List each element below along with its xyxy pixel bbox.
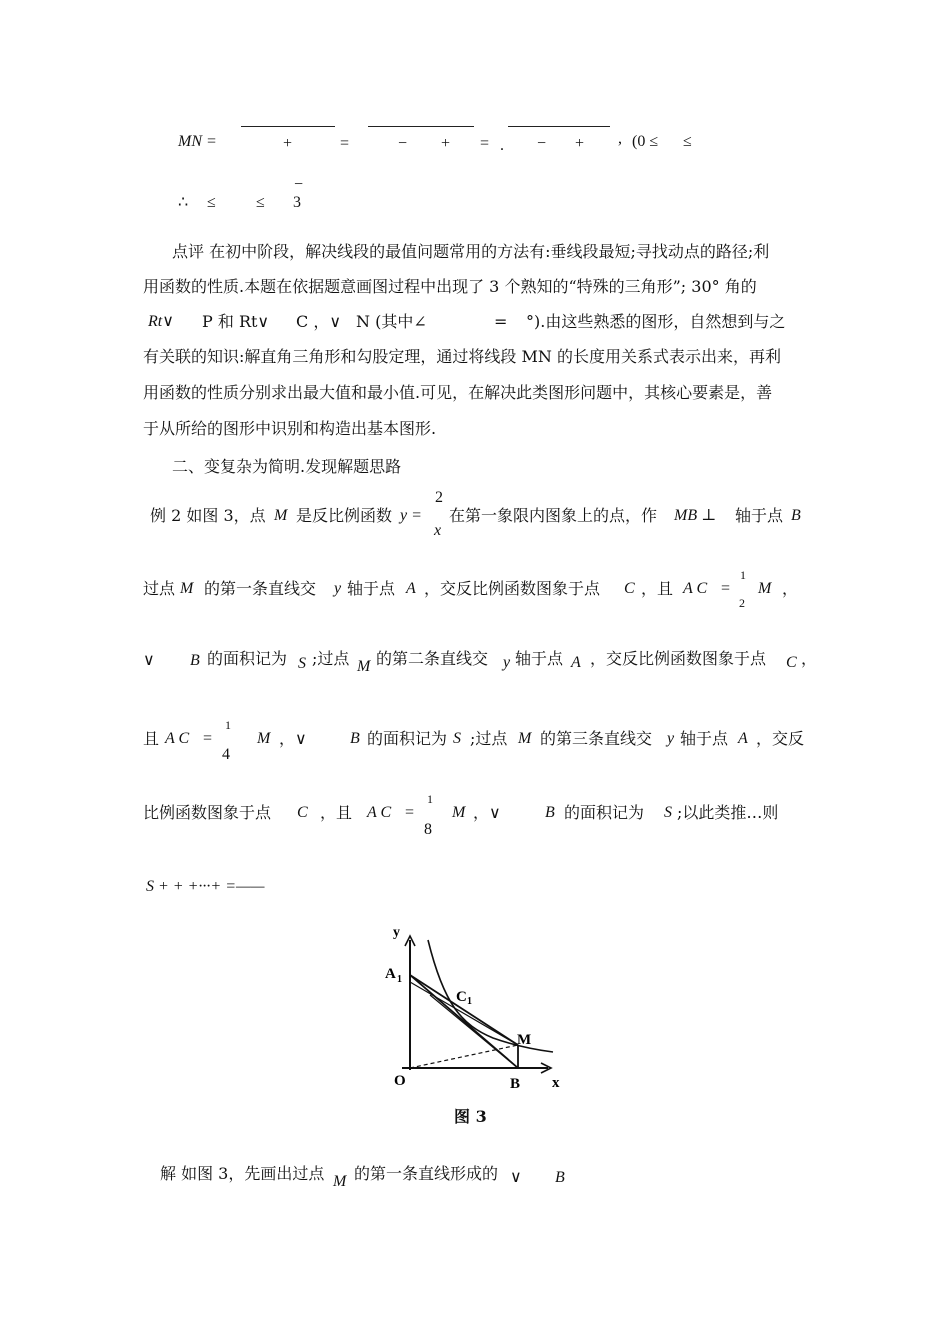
math-var: y (667, 730, 675, 747)
math-expr: A C (367, 804, 392, 821)
formula-le: ≤ (683, 133, 692, 150)
formula-dot: . (500, 137, 504, 154)
example-text: 轴于点 (515, 649, 564, 668)
math-var: C (786, 654, 797, 671)
example-text: ;以此类推…则 (677, 803, 779, 822)
formula-plus: + (441, 135, 451, 152)
formula-minus: − (537, 135, 547, 152)
formula-range: (0 ≤ (632, 133, 659, 150)
math-expr: y = (400, 507, 422, 524)
label-b: B (510, 1076, 521, 1092)
formula-le: ≤ (207, 194, 216, 211)
example-text: 例 2 如图 3，点 (150, 506, 266, 525)
comment-line-part: °).由这些熟悉的图形，自然想到与之 (526, 312, 786, 331)
formula-le: ≤ (256, 194, 265, 211)
solution-text: 解 如图 3，先画出过点 (160, 1164, 325, 1183)
math-expr: A C (683, 580, 708, 597)
example-text: 在第一象限内图象上的点，作 (449, 506, 658, 525)
comment-line-part: Rt∨ (148, 313, 174, 330)
fraction-numerator: 1 (740, 568, 746, 582)
example-text: 轴于点 (680, 729, 729, 748)
example-text: 的第三条直线交 (540, 729, 653, 748)
label-c1: C (456, 989, 467, 1005)
label-c1-subscript: 1 (467, 996, 472, 1007)
comment-line-part: P 和 Rt∨ (202, 312, 270, 331)
math-equals: = (203, 730, 213, 747)
section-heading: 二、变复杂为简明.发现解题思路 (172, 457, 402, 476)
math-var: M (274, 507, 288, 524)
example-text: ，且 (641, 579, 674, 598)
fraction-denominator: 2 (739, 596, 745, 610)
label-a1: A (385, 966, 396, 982)
math-expr: MB ⊥ (674, 507, 717, 524)
math-var: A (406, 580, 416, 597)
solution-text: 的第一条直线形成的 (354, 1164, 499, 1183)
fraction-denominator: 8 (424, 821, 432, 838)
example-text: 的面积记为 (367, 729, 448, 748)
example-text: 的第一条直线交 (204, 579, 317, 598)
comment-line: 点评 在初中阶段，解决线段的最值问题常用的方法有:垂线段最短;寻找动点的路径;利 (172, 242, 770, 261)
math-var: B (791, 507, 801, 524)
math-var: S (453, 730, 461, 747)
math-var: M (452, 804, 466, 821)
fraction-numerator: 1 (427, 792, 433, 806)
math-var: B (190, 652, 200, 669)
example-text: ，且 (320, 803, 353, 822)
math-var: A (571, 654, 581, 671)
triangle-symbol: ∨ (143, 652, 155, 669)
fraction-denominator: x (434, 522, 442, 539)
comment-line: 用函数的性质.本题在依据题意画图过程中出现了 3 个熟知的“特殊的三角形”; 30° 角的 (143, 277, 757, 296)
formula-minus: − (398, 135, 408, 152)
formula-three: 3 (293, 194, 301, 211)
example-text: ，∨ (473, 803, 501, 822)
example-text: ，∨ (279, 729, 307, 748)
example-text: 的面积记为 (207, 649, 288, 668)
example-text: ，交反比例函数图象于点 (424, 579, 601, 598)
formula-plus: + (575, 135, 585, 152)
formula-plus: + (283, 135, 293, 152)
math-var: A (738, 730, 748, 747)
example-text: ， (782, 579, 799, 598)
comment-line-part: = (494, 312, 508, 331)
example-text: 且 (143, 729, 160, 748)
label-o: O (394, 1073, 406, 1089)
example-text: 轴于点 (347, 579, 396, 598)
segment-om-dashed (410, 1045, 518, 1068)
comment-line-part: C ，∨ (296, 312, 342, 331)
math-var: M (758, 580, 772, 597)
comment-line-part: N (其中∠ (356, 312, 427, 331)
example-text: 比例函数图象于点 (143, 803, 272, 822)
label-m: M (517, 1032, 532, 1048)
math-expr: A C (165, 730, 190, 747)
example-text: 轴于点 (735, 506, 784, 525)
math-equals: = (405, 804, 415, 821)
line-third (430, 995, 518, 1068)
example-text: ;过点 (312, 649, 350, 668)
math-var: C (297, 804, 308, 821)
example-text: 是反比例函数 (296, 506, 393, 525)
example-text: ，交反 (756, 729, 805, 748)
line-a1-m (410, 975, 518, 1045)
therefore-symbol: ∴ (178, 194, 189, 211)
comment-line: 于从所给的图形中识别和构造出基本图形. (143, 419, 437, 438)
formula-lhs: MN = (178, 133, 217, 150)
sum-expression: S + + +···+ =—— (146, 878, 265, 895)
bar-symbol: − (294, 176, 304, 193)
comment-line: 有关联的知识:解直角三角形和勾股定理，通过将线段 MN 的长度用关系式表示出来，再利 (143, 347, 781, 366)
math-var: B (555, 1169, 565, 1186)
example-text: ， (801, 649, 818, 668)
math-var: B (350, 730, 360, 747)
math-var: S (298, 655, 306, 672)
example-text: ，交反比例函数图象于点 (590, 649, 767, 668)
math-var: S (664, 804, 672, 821)
math-var: M (257, 730, 271, 747)
formula-equals: = (340, 135, 350, 152)
math-var: C (624, 580, 635, 597)
example-text: 的第二条直线交 (376, 649, 489, 668)
label-x: x (552, 1075, 560, 1091)
example-text: 过点 (143, 579, 176, 598)
formula-comma: , (618, 130, 622, 147)
math-var: M (357, 658, 371, 675)
label-a1-subscript: 1 (397, 974, 402, 985)
fraction-denominator: 4 (222, 746, 230, 763)
figure-caption: 图 3 (454, 1107, 487, 1126)
label-y: y (393, 925, 400, 940)
math-var: M (518, 730, 532, 747)
formula-equals: = (480, 135, 490, 152)
math-var: y (334, 580, 342, 597)
triangle-symbol: ∨ (510, 1169, 522, 1186)
math-var: M (333, 1173, 347, 1190)
math-var: B (545, 804, 555, 821)
comment-line: 用函数的性质分别求出最大值和最小值.可见，在解决此类图形问题中，其核心要素是，善 (143, 383, 773, 402)
example-text: 的面积记为 (564, 803, 645, 822)
fraction-numerator: 2 (435, 489, 443, 506)
math-equals: = (721, 580, 731, 597)
math-var: y (503, 654, 511, 671)
fraction-numerator: 1 (225, 718, 231, 732)
hyperbola-curve (428, 940, 553, 1052)
example-text: ;过点 (470, 729, 508, 748)
math-var: M (180, 580, 194, 597)
